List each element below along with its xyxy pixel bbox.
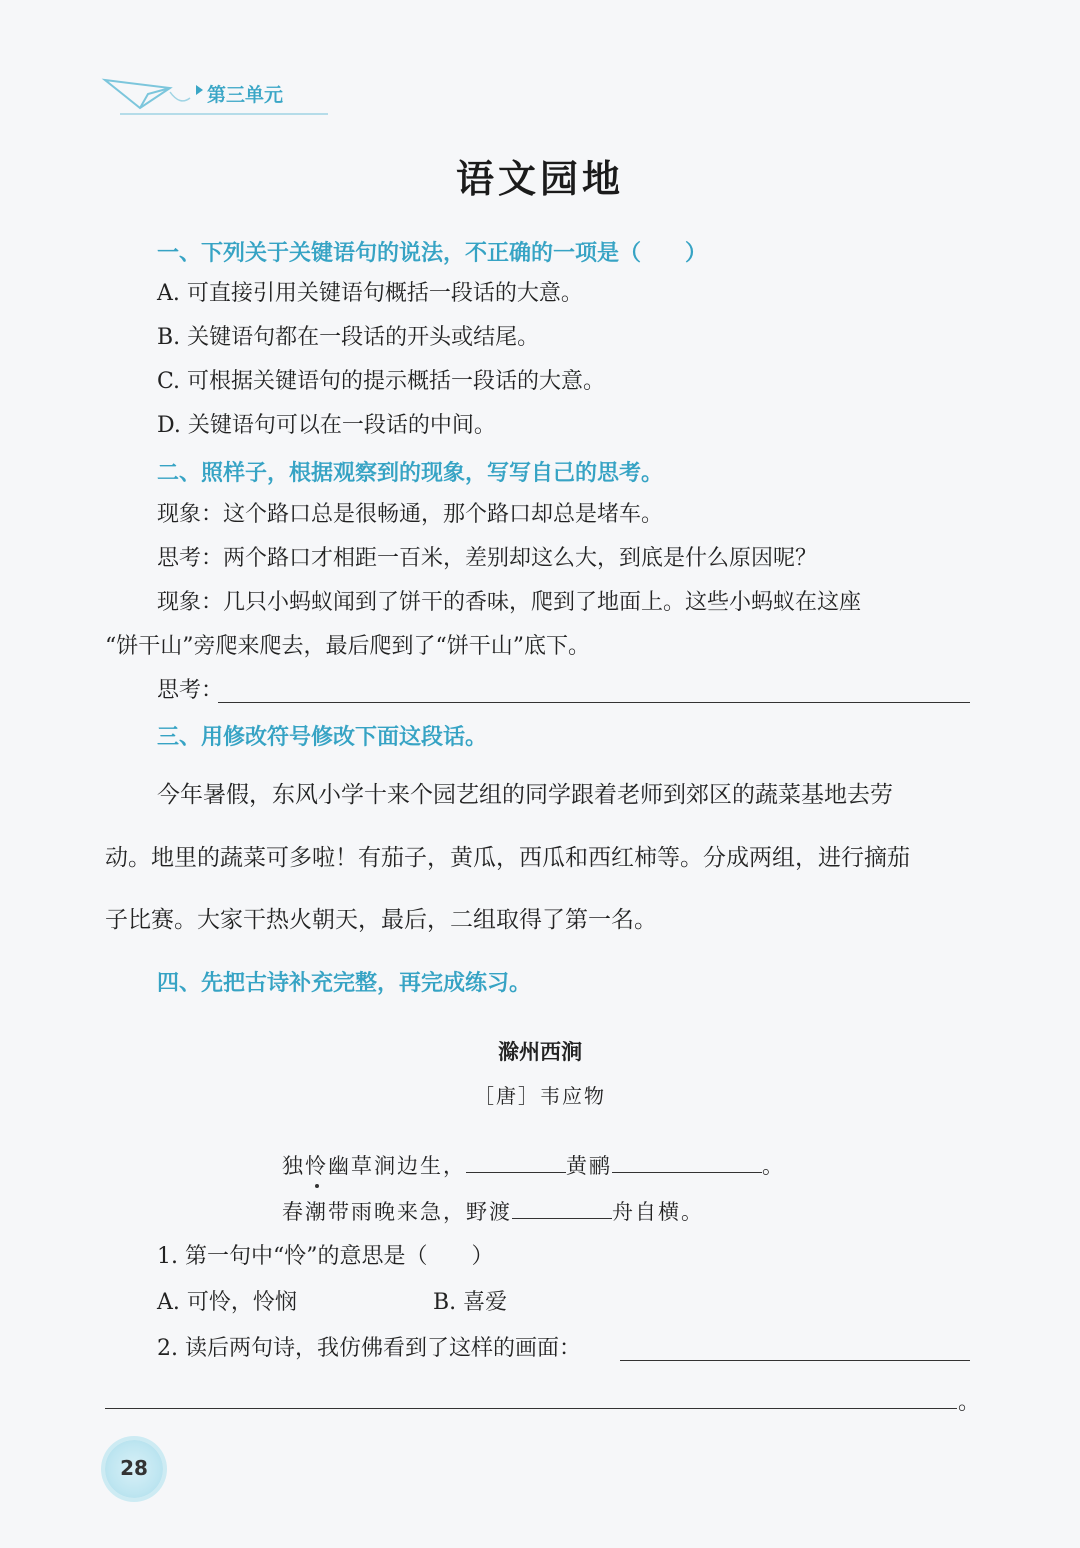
q2-heading: 二、照样子，根据观察到的现象，写写自己的思考。 <box>157 461 664 486</box>
poem-line1-part-c: 幽草涧边生， <box>328 1154 466 1178</box>
q4-sub2: 2. 读后两句诗，我仿佛看到了这样的画面： <box>157 1336 581 1361</box>
q4-sub2-end: 。 <box>958 1390 981 1415</box>
poem-blank-1[interactable] <box>466 1154 566 1173</box>
page-title: 语文园地 <box>455 156 624 201</box>
unit-arrow-icon <box>196 85 203 95</box>
q2-thought-label: 思考： <box>157 678 224 703</box>
q3-line2: 动。地里的蔬菜可多啦！有茄子，黄瓜，西瓜和西红柿等。分成两组，进行摘茄 <box>105 845 910 871</box>
q4-heading: 四、先把古诗补充完整，再完成练习。 <box>157 971 532 996</box>
poem-line1-part-a: 独 <box>282 1154 305 1178</box>
poem-line2-part-b: 舟自横。 <box>612 1200 704 1224</box>
q1-heading: 一、下列关于关键语句的说法，不正确的一项是（ ） <box>157 241 708 266</box>
q4-sub2-answer-line-1[interactable] <box>620 1360 970 1361</box>
q2-phenomenon-line1: 现象：几只小蚂蚁闻到了饼干的香味，爬到了地面上。这些小蚂蚁在这座 <box>157 590 862 615</box>
poem-line1-end: 。 <box>762 1154 785 1178</box>
q3-line1: 今年暑假，东风小学十来个园艺组的同学跟着老师到郊区的蔬菜基地去劳 <box>157 782 893 808</box>
q2-phenomenon-line2: “饼干山”旁爬来爬去，最后爬到了“饼干山”底下。 <box>105 634 590 659</box>
q2-example-thought: 思考：两个路口才相距一百米，差别却这么大，到底是什么原因呢？ <box>157 546 818 571</box>
q4-sub1-text: 1. 第一句中“怜”的意思是（ ） <box>157 1244 494 1269</box>
poem-line2-part-a: 春潮带雨晚来急，野渡 <box>282 1200 512 1224</box>
page-number: 28 <box>120 1456 148 1480</box>
q1-option-a: A. 可直接引用关键语句概括一段话的大意。 <box>157 281 583 306</box>
q2-example-phenomenon: 现象：这个路口总是很畅通，那个路口却总是堵车。 <box>157 502 664 527</box>
q1-option-d: D. 关键语句可以在一段话的中间。 <box>157 413 496 438</box>
poem-blank-3[interactable] <box>512 1200 612 1219</box>
q3-line3: 子比赛。大家干热火朝天，最后，二组取得了第一名。 <box>105 907 657 933</box>
q1-option-b: B. 关键语句都在一段话的开头或结尾。 <box>157 325 540 350</box>
q4-sub2-answer-line-2[interactable] <box>105 1408 957 1409</box>
q4-sub1-option-a: A. 可怜，怜悯 <box>157 1290 297 1315</box>
unit-label: 第三单元 <box>207 84 284 106</box>
q3-heading: 三、用修改符号修改下面这段话。 <box>157 725 488 750</box>
poem-blank-2[interactable] <box>612 1154 762 1173</box>
poem-author: ［唐］韦应物 <box>474 1084 606 1108</box>
q4-sub1-option-b: B. 喜爱 <box>433 1290 508 1315</box>
poem-title: 滁州西涧 <box>498 1039 582 1064</box>
poem-line-2 <box>282 1196 704 1226</box>
poem-line1-part-d: 黄鹂 <box>566 1154 612 1178</box>
emphasis-dot-char: 怜 <box>305 1150 328 1180</box>
q1-option-c: C. 可根据关键语句的提示概括一段话的大意。 <box>157 369 606 394</box>
poem-line-1 <box>282 1150 785 1180</box>
page-number-badge <box>105 1440 163 1498</box>
q2-thought-answer-line[interactable] <box>218 702 970 703</box>
q4-sub1 <box>157 1242 493 1272</box>
